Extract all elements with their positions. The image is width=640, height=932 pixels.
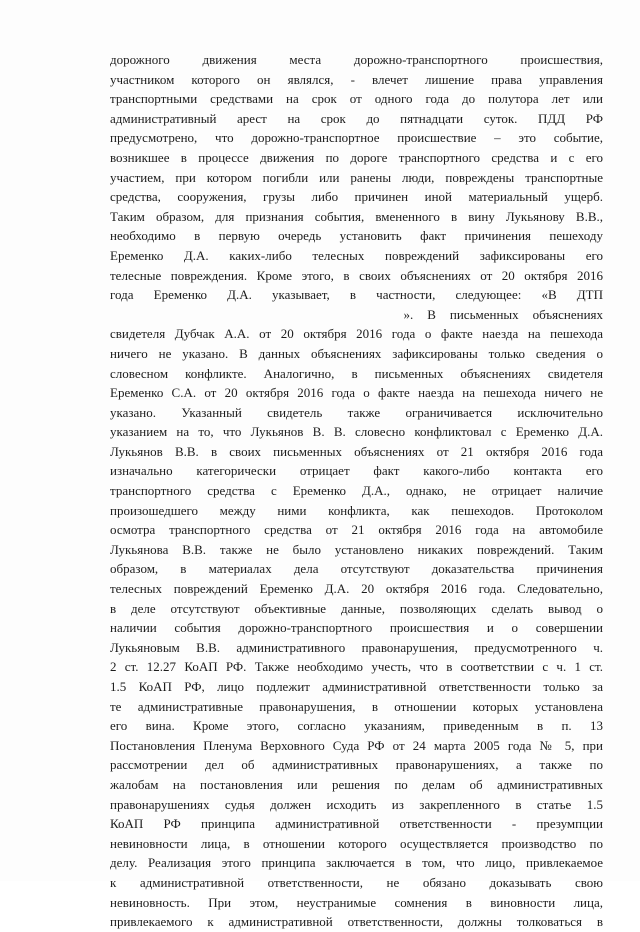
text-line: телесных повреждений Еременко Д.А. 20 октября 2016 года. Следовательно, bbox=[110, 581, 603, 597]
text-line: осмотра транспортного средства от 21 октября 2016 года на автомобиле bbox=[110, 522, 603, 538]
text-line: рассмотрении дел об административных правонарушениях, а также по bbox=[110, 757, 603, 773]
document-body-text bbox=[110, 50, 603, 932]
text-line: словесном конфликте. Аналогично, в письменных объяснениях свидетеля bbox=[110, 365, 603, 381]
text-line: указанием на то, что Лукьянов В. В. словесно конфликтовал с Еременко Д.А. bbox=[110, 424, 603, 440]
text-line: наличии события дорожно-транспортного происшествия и о совершении bbox=[110, 620, 603, 636]
text-line: необходимо в первую очередь установить факт причинения пешеходу bbox=[110, 228, 603, 244]
text-line-redacted-quote-end: ». В письменных объяснениях bbox=[110, 306, 603, 322]
text-line: административный арест на срок до пятнадцати суток. ПДД РФ bbox=[110, 110, 603, 126]
text-line: к административной ответственности, не обязано доказывать свою bbox=[110, 874, 603, 890]
text-line: в деле отсутствуют объективные данные, позволяющих сделать вывод о bbox=[110, 600, 603, 616]
text-line: ничего не указано. В данных объяснениях зафиксированы только сведения о bbox=[110, 345, 603, 361]
text-line: 2 ст. 12.27 КоАП РФ. Также необходимо учесть, что в соответствии с ч. 1 ст. bbox=[110, 659, 603, 675]
text-line: возникшее в процессе движения по дороге транспортного средства и с его bbox=[110, 149, 603, 165]
text-line: средства, сооружения, грузы либо причинен иной материальный ущерб. bbox=[110, 189, 603, 205]
text-line: указано. Указанный свидетель также ограничивается исключительно bbox=[110, 404, 603, 420]
text-line: КоАП РФ принципа административной ответственности - презумпции bbox=[110, 816, 603, 832]
text-line: Лукьяновым В.В. административного правонарушения, предусмотренного ч. bbox=[110, 639, 603, 655]
text-line: жалобам на постановления или решения по делам об административных bbox=[110, 776, 603, 792]
text-line: Еременко Д.А. каких-либо телесных повреждений зафиксированы его bbox=[110, 247, 603, 263]
text-line: Таким образом, для признания события, вмененного в вину Лукьянову В.В., bbox=[110, 208, 603, 224]
text-line: транспортными средствами на срок от одного года до полутора лет или bbox=[110, 91, 603, 107]
text-line: года Еременко Д.А. указывает, в частности, следующее: «В ДТП bbox=[110, 287, 603, 303]
text-line: Лукьянов В.В. в своих письменных объяснениях от 21 октября 2016 года bbox=[110, 443, 603, 459]
text-line: делу. Реализация этого принципа заключается в том, что лицо, привлекаемое bbox=[110, 855, 603, 871]
text-line: 1.5 КоАП РФ, лицо подлежит административной ответственности только за bbox=[110, 679, 603, 694]
text-line: изначально категорически отрицает факт какого-либо контакта его bbox=[110, 463, 603, 479]
text-line: его вина. Кроме этого, согласно указаниям, приведенным в п. 13 bbox=[110, 718, 603, 734]
text-line: невиновности лица, в отношении которого осуществляется производство по bbox=[110, 835, 603, 851]
text-line: телесные повреждения. Кроме этого, в своих объяснениях от 20 октября 2016 bbox=[110, 267, 603, 283]
text-line: невиновность. При этом, неустранимые сомнения в виновности лица, bbox=[110, 894, 603, 910]
text-line: участием, при котором погибли или ранены люди, повреждены транспортные bbox=[110, 169, 603, 185]
text-line: Лукьянова В.В. также не было установлено никаких повреждений. Таким bbox=[110, 541, 603, 557]
text-line: дорожного движения места дорожно-транспортного происшествия, bbox=[110, 52, 603, 67]
text-line: предусмотрено, что дорожно-транспортное происшествие – это событие, bbox=[110, 130, 603, 146]
text-line: Постановления Пленума Верховного Суда РФ от 24 марта 2005 года № 5, при bbox=[110, 737, 603, 753]
text-line: транспортного средства с Еременко Д.А., однако, не отрицает наличие bbox=[110, 483, 603, 499]
text-line: те административные правонарушения, в отношении которых установлена bbox=[110, 698, 603, 714]
text-line: свидетеля Дубчак А.А. от 20 октября 2016 года о факте наезда на пешехода bbox=[110, 326, 603, 342]
text-line: Еременко С.А. от 20 октября 2016 года о факте наезда на пешехода ничего не bbox=[110, 385, 603, 401]
text-line: правонарушениях судья должен исходить из закрепленного в статье 1.5 bbox=[110, 796, 603, 812]
text-line: привлекаемого к административной ответственности, должны толковаться в bbox=[110, 914, 603, 930]
text-line: образом, в материалах дела отсутствуют доказательства причинения bbox=[110, 561, 603, 577]
text-line: произошедшего между ними конфликта, как пешеходов. Протоколом bbox=[110, 502, 603, 518]
text-line: участником которого он являлся, - влечет лишение права управления bbox=[110, 71, 603, 87]
